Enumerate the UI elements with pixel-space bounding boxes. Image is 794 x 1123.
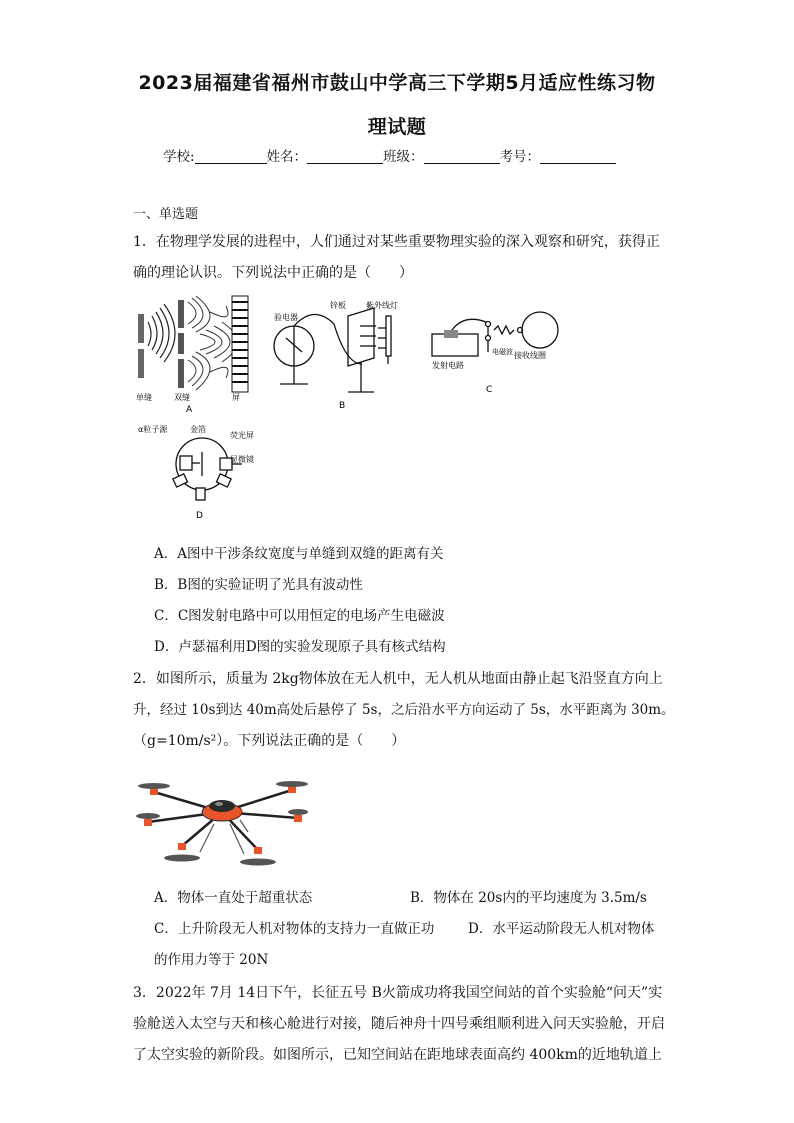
fig-c-emitter-label: 发射电路 <box>432 361 464 370</box>
exam-title-line2: 理试题 <box>367 116 427 138</box>
q1-option-b[interactable]: B．B图的实验证明了光具有波动性 <box>154 577 363 593</box>
q1-option-d[interactable]: D．卢瑟福利用D图的实验发现原子具有核式结构 <box>154 639 446 655</box>
q1-option-c[interactable]: C．C图发射电路中可以用恒定的电场产生电磁波 <box>154 608 445 624</box>
fig-b-caption: B <box>339 401 346 411</box>
fig-a-caption: A <box>186 405 193 415</box>
fig-b-electroscope-label: 验电器 <box>274 313 298 322</box>
q2-stem-line1: 2．如图所示，质量为 2kg物体放在无人机中，无人机从地面由静止起飞沿竖直方向上 <box>133 671 663 687</box>
q2-option-d[interactable]: D．水平运动阶段无人机对物体 <box>468 921 655 937</box>
school-label: 学校: <box>163 149 195 165</box>
fig-d-microscope-label: 显微镜 <box>230 455 254 464</box>
fig-b-uv-label: 紫外线灯 <box>366 301 398 310</box>
fig-b-zinc-label: 锌板 <box>330 301 346 310</box>
figure-a-double-slit <box>138 296 248 392</box>
fig-a-screen-label: 屏 <box>232 393 240 402</box>
q3-stem-line2: 验舱送入太空与天和核心舱进行对接，随后神舟十四号乘组顺利进入问天实验舱，开启 <box>133 1016 665 1032</box>
q1-stem-line1: 1．在物理学发展的进程中，人们通过对某些重要物理实验的深入观察和研究，获得正 <box>133 234 660 250</box>
fig-d-source-label: α粒子源 <box>138 425 168 434</box>
q1-option-a[interactable]: A．A图中干涉条纹宽度与单缝到双缝的距离有关 <box>154 546 444 562</box>
q3-stem-line3: 了太空实验的新阶段。如图所示，已知空间站在距地球表面高约 400km的近地轨道上 <box>133 1047 662 1063</box>
figure-d-rutherford <box>173 438 242 500</box>
q2-option-c[interactable]: C．上升阶段无人机对物体的支持力一直做正功 <box>154 921 435 937</box>
q2-option-a[interactable]: A．物体一直处于超重状态 <box>154 890 313 906</box>
fig-c-receiver-label: 接收线圈 <box>514 351 546 360</box>
class-blank[interactable] <box>424 149 500 164</box>
fig-d-caption: D <box>196 511 203 521</box>
fig-a-double-slit-label: 双缝 <box>174 393 190 402</box>
name-blank[interactable] <box>307 149 383 164</box>
drone-image <box>136 768 308 868</box>
class-label: 班级： <box>383 149 424 165</box>
name-label: 姓名： <box>266 149 308 165</box>
fig-a-single-slit-label: 单缝 <box>136 393 152 402</box>
fig-d-screen-label: 荧光屏 <box>230 431 254 440</box>
school-blank[interactable] <box>195 149 267 164</box>
id-label: 考号： <box>499 149 541 165</box>
fig-d-foil-label: 金箔 <box>190 425 206 434</box>
section-heading: 一、单选题 <box>133 207 199 222</box>
id-blank[interactable] <box>540 149 616 164</box>
q2-stem-line3: （g=10m/s²）。下列说法正确的是（ ） <box>133 733 406 749</box>
fig-c-caption: C <box>486 385 493 395</box>
q1-figures <box>134 294 564 524</box>
exam-title-line1: 2023届福建省福州市鼓山中学高三下学期5月适应性练习物 <box>138 72 656 94</box>
student-info-row <box>163 145 616 165</box>
fig-c-wave-label: 电磁波 <box>492 348 513 356</box>
q1-stem-line2: 确的理论认识。下列说法中正确的是（ ） <box>133 265 413 281</box>
q2-option-d-continued: 的作用力等于 20N <box>154 952 269 968</box>
q2-stem-line2: 升，经过 10s到达 40m高处后悬停了 5s，之后沿水平方向运动了 5s，水平距离为 30m。 <box>133 702 675 718</box>
q2-option-b[interactable]: B．物体在 20s内的平均速度为 3.5m/s <box>410 890 647 906</box>
q3-stem-line1: 3．2022年 7月 14日下午，长征五号 B火箭成功将我国空间站的首个实验舱“问天”实 <box>133 985 663 1001</box>
